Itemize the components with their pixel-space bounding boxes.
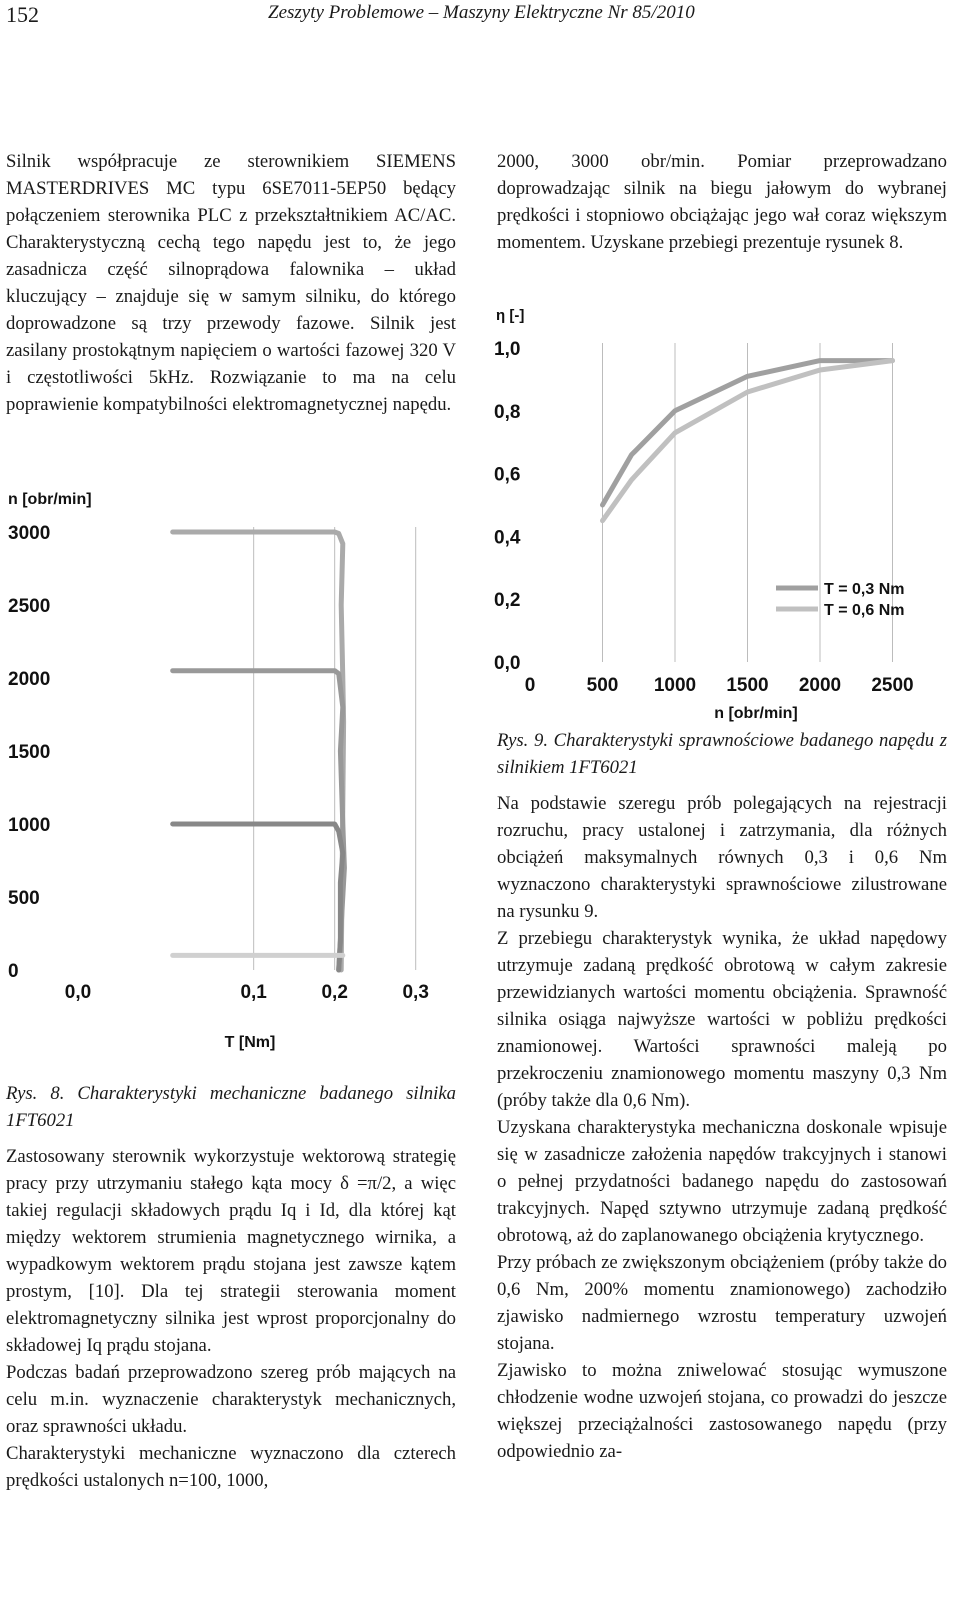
paragraph: Zastosowany sterownik wykorzystuje wektorową strategię pracy przy utrzymaniu stałego kąta mocy δ =π/2, a więc takiej regulacji składowych prądu Iq i Id, dla której kąt między wektorem strumienia magnetycznego wirnika, a wypadkowym wektorem prądu stojana jest zawsze kątem prostym, [10]. Dla tej strategii sterowania moment elektromagnetyczny silnika jest wprost proporcjonalny do składowej Iq prądu stojana. [6, 1146, 456, 1356]
paragraph: Zjawisko to można zniwelować stosując wymuszone chłodzenie wodne uzwojeń stojana, co prowadzi do jeszcze większej przeciążalności zastosowanego napędu (przy odpowiednio za- [497, 1360, 947, 1462]
x-tick-labels [525, 675, 914, 696]
y-tick-label: 1,0 [494, 339, 521, 360]
y-tick-label: 0,4 [494, 527, 521, 549]
legend [776, 581, 904, 619]
legend-label: T = 0,3 Nm [824, 581, 905, 598]
series-line [173, 532, 344, 970]
x-tick-label: 0,2 [321, 982, 348, 1003]
series-lines [173, 532, 345, 970]
paragraph: Podczas badań przeprowadzono szereg prób mających na celu m.in. wyznaczenie charakterystyk mechanicznych, oraz sprawności układu. [6, 1362, 456, 1437]
x-tick-label: 0,3 [402, 982, 429, 1003]
paragraph: Charakterystyki mechaniczne wyznaczono dla czterech prędkości ustalonych n=100, 1000, [6, 1443, 456, 1491]
x-tick-label: 0,1 [240, 982, 267, 1003]
x-tick-label: 2000 [798, 675, 842, 696]
y-tick-labels [494, 339, 521, 674]
y-tick-label: 1000 [8, 815, 51, 836]
legend-label: T = 0,6 Nm [824, 602, 905, 619]
journal-title: Zeszyty Problemowe – Maszyny Elektryczne Nr 85/2010 [268, 2, 695, 23]
paragraph: Uzyskana charakterystyka mechaniczna doskonale wpisuje się w zasadnicze założenia napędów trakcyjnych i stanowi o pełnej przydatności badanego napędu do zastosowań trakcyjnych. Napęd sztywno utrzymuje zadaną prędkość obrotową, aż do zaplanowanego obciążenia krytycznego. [497, 1117, 947, 1246]
left-intro-text [6, 148, 456, 418]
x-tick-label: 1000 [653, 675, 697, 696]
x-axis-label: T [Nm] [224, 1034, 276, 1051]
series-line [173, 671, 345, 970]
left-body-text [6, 1143, 456, 1494]
y-tick-label: 2500 [8, 596, 51, 617]
x-tick-labels [65, 982, 429, 1003]
y-tick-label: 500 [8, 888, 40, 909]
y-axis-label: η [-] [496, 307, 525, 324]
page-number: 152 [6, 2, 39, 27]
x-tick-label: 0,0 [64, 982, 92, 1003]
x-axis-label: n [obr/min] [714, 705, 798, 722]
y-tick-labels [8, 523, 50, 982]
y-tick-label: 0,2 [494, 590, 521, 612]
paragraph: Przy próbach ze zwiększonym obciążeniem (próby także do 0,6 Nm, 200% momentu znamionowego) zachodziło zjawisko nadmiernego wzrostu temperatury uzwojeń stojana. [497, 1252, 947, 1354]
right-body-text [497, 790, 947, 1465]
x-tick-label: 2500 [871, 675, 914, 696]
figure-8-caption: Rys. 8. Charakterystyki mechaniczne badanego silnika 1FT6021 [6, 1083, 456, 1131]
y-tick-label: 0,8 [494, 401, 521, 423]
x-tick-label: 1500 [726, 675, 769, 696]
y-tick-label: 0,0 [494, 653, 521, 674]
right-intro-text [497, 148, 947, 256]
x-tick-label: 500 [586, 675, 619, 696]
figure-8-chart [0, 480, 470, 1070]
paragraph: Z przebiegu charakterystyk wynika, że układ napędowy utrzymuje zadaną prędkość obrotową w całym zakresie przewidzianych wartości momentu obciążenia. Sprawność silnika osiąga najwyższe wartości w pobliżu prędkości znamionowej. Wartości sprawności maleją po przekroczeniu znamionowego momentu maszyny 0,3 Nm (próby także dla 0,6 Nm). [497, 928, 947, 1111]
y-tick-label: 1500 [8, 742, 51, 763]
y-tick-label: 0,6 [494, 464, 521, 486]
y-axis-label: n [obr/min] [8, 491, 92, 508]
figure-9-caption: Rys. 9. Charakterystyki sprawnościowe badanego napędu z silnikiem 1FT6021 [497, 730, 947, 778]
y-tick-label: 2000 [8, 669, 51, 690]
figure-9-chart [490, 300, 960, 730]
x-tick-label: 0 [524, 675, 536, 696]
paragraph: Silnik współpracuje ze sterownikiem SIEMENS MASTERDRIVES MC typu 6SE7011-5EP50 będący połączeniem sterownika PLC z przekształtnikiem AC/AC. Charakterystyczną cechą tego napędu jest to, że jego zasadnicza część silnoprądowa falownika – układ kluczujący – znajduje się w samym silniku, do którego doprowadzone są trzy przewody fazowe. Silnik jest zasilany prostokątnym napięciem o wartości fazowej 320 V i częstotliwości 5kHz. Rozwiązanie to ma na celu poprawienie kompatybilności elektromagnetycznej napędu. [6, 151, 456, 415]
series-line [173, 824, 343, 970]
paragraph: 2000, 3000 obr/min. Pomiar przeprowadzano doprowadzając silnik na biegu jałowym do wybranej prędkości i stopniowo obciążając jego wał coraz większym momentem. Uzyskane przebiegi prezentuje rysunek 8. [497, 151, 947, 253]
y-tick-label: 3000 [8, 523, 51, 544]
paragraph: Na podstawie szeregu prób polegających na rejestracji rozruchu, pracy ustalonej i zatrzymania, dla różnych obciążeń maksymalnych równych 0,3 i 0,6 Nm wyznaczono charakterystyki sprawnościowe zilustrowane na rysunku 9. [497, 793, 947, 922]
y-tick-label: 0 [8, 961, 19, 982]
grid-lines [254, 527, 416, 970]
